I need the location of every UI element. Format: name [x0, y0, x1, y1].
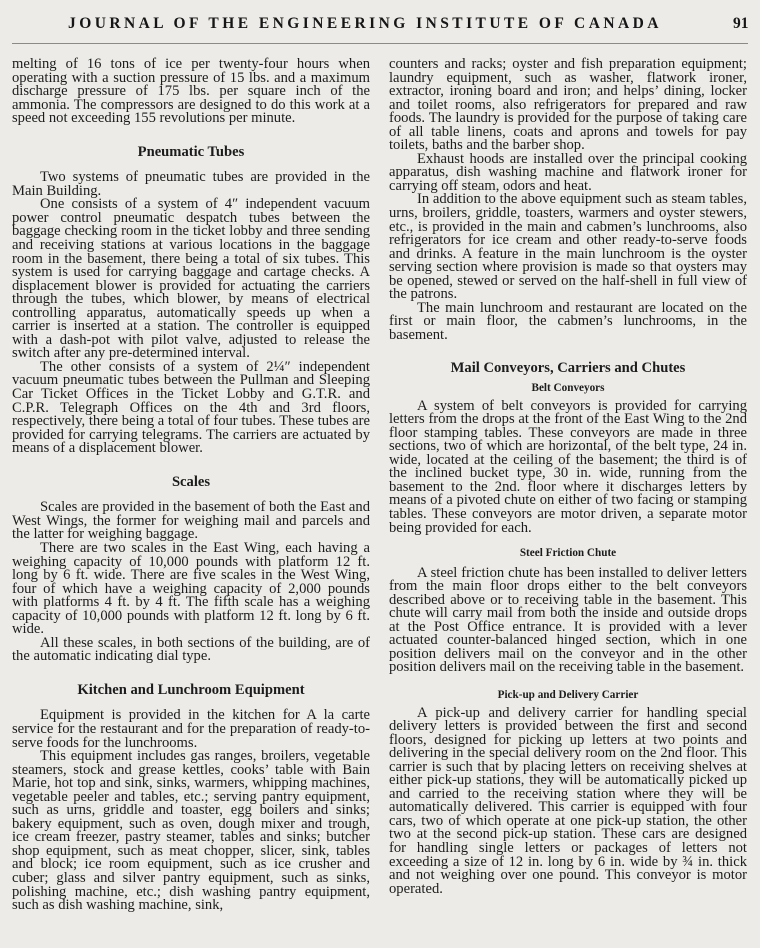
paragraph-scales-capacity: There are two scales in the East Wing, each having a weighing capacity of 10,000 pounds with platform 12 ft. long by 6 ft. wide. There are five scales in the West Wing, four of which have a weighing capacity of 2,000 pounds with platforms 4 ft. by 4 ft. The fifth scale has a weighing capacity of 10,000 pounds with platform 12 ft. long by 6 ft. wide. [12, 539, 370, 638]
paragraph-steel-friction-chute: A steel friction chute has been installed to deliver letters from the main floor drops either to the belt conveyors described above or to receiving table in the basement. This chute will carry mail from both the inside and outside drops at the Post Office entrance. It is provided with a lever actuated counter-balanced hinged section, which in one position delivers mail on the conveyor and in the other position delivers mail on the receiving table in the basement. [389, 564, 747, 676]
heading-pneumatic-tubes: Pneumatic Tubes [137, 143, 245, 160]
paragraph-belt-conveyors: A system of belt conveyors is provided for carrying letters from the drops at the front of the East Wing to the 2nd floor stamping tables. These conveyors are made in three sections, two of which are horizontal, of the belt type, 24 in. wide, located at the ceiling of the basement; the third is of the inclined bucket type, 30 in. wide, running from the basement to the 2nd. floor where it discharges letters by means of a pivoted chute on either of two facing or stamping tables. These conveyors are motor driven, a separate motor being provided for each. [389, 397, 747, 536]
journal-title: JOURNAL OF THE ENGINEERING INSTITUTE OF CANADA [68, 15, 662, 32]
page-number: 91 [733, 15, 749, 32]
paragraph-scales-type: All these scales, in both sections of the building, are of the automatic indicating dial type. [12, 634, 370, 665]
right-column [389, 58, 747, 896]
paragraph-lunchroom-location: The main lunchroom and restaurant are located on the first or main floor, the cabmen’s lunchrooms, in the basement. [389, 299, 747, 343]
heading-scales: Scales [171, 473, 211, 490]
header-rule [12, 43, 748, 44]
paragraph-pickup-carrier: A pick-up and delivery carrier for handling special delivery letters is provided between the first and second floors, designed for picking up letters at two points and delivering in the special delivery room on the 2nd floor. This carrier is such that by placing letters on receiving shelves at either pick-up stations, they will be automatically picked up and carried to the receiving station where they will be automatically delivered. This carrier is equipped with four cars, two of which operate at one pick-up station, the other two at the second pick-up station. These cars are designed for handling single letters or packages of letters not exceeding a size of 12 in. long by 6 in. wide by ¾ in. thick and not weighing over one pound. This conveyor is motor operated. [389, 704, 747, 897]
paragraph-pneumatic-intro: Two systems of pneumatic tubes are provided in the Main Building. [12, 169, 370, 199]
subheading-pickup-carrier: Pick-up and Delivery Carrier [497, 688, 639, 701]
paragraph-equipment-continued: counters and racks; oyster and fish preparation equipment; laundry equipment, such as washer, flatwork ironer, extractor, ironing board and iron; and helps’ dining, locker and toilet rooms, also refrigerators for prepared and raw foods. The laundry is provided for the purpose of taking care of all table linens, coats and aprons and towels for pay toilets, baths and the barber shop. [389, 56, 747, 154]
heading-kitchen: Kitchen and Lunchroom Equipment [77, 681, 305, 698]
left-column [12, 58, 370, 913]
paragraph-lunchroom-equipment: In addition to the above equipment such as steam tables, urns, broilers, griddle, toasters, warmers and oyster stewers, etc., is provided in the main and cabmen’s lunchrooms, also refrigerators for ice cream and other ready-to-serve foods and drinks. A feature in the main lunchroom is the oyster serving section where provision is made so that oysters may be opened, stewed or served on the half-shell in full view of the patrons. [389, 191, 747, 303]
running-header [0, 0, 760, 40]
heading-mail-conveyors: Mail Conveyors, Carriers and Chutes [450, 360, 686, 377]
paragraph-pneumatic-4in: One consists of a system of 4″ independent vacuum power control pneumatic despatch tubes between the baggage checking room in the ticket lobby and three sending and receiving stations at various locations in the baggage room in the basement, there being a total of six tubes. This system is used for carrying baggage and cartage checks. A displacement blower is provided for actuating the carriers through the tubes, which blower, by means of electrical controlling apparatus, automatically speeds up when a carrier is inserted at a station. The controller is equipped with a dash-pot with pilot valve, adjusted to release the switch after any pre-determined interval. [12, 196, 370, 362]
paragraph-scales-intro: Scales are provided in the basement of both the East and West Wings, the former for weighing mail and parcels and the latter for weighing baggage. [12, 499, 370, 543]
paragraph-kitchen-equipment: This equipment includes gas ranges, broilers, vegetable steamers, stock and grease kettles, cooks’ table with Bain Marie, hot top and sink, sinks, warmers, whipping machines, vegetable peeler and tables, etc.; serving pantry equipment, such as urns, griddle and toaster, egg boilers and sinks; bakery equipment, such as oven, dough mixer and trough, ice cream freezer, pastry steamer, tables and sinks; butcher shop equipment, such as meat chopper, slicer, sink, tables and block; ice room equipment, such as ice crusher and cuber; glass and silver pantry equipment, such as sinks, polishing machine, etc.; dish washing pantry equipment, such as dish washing machine, sink, [12, 748, 370, 914]
paragraph-pneumatic-2in: The other consists of a system of 2¼″ independent vacuum pneumatic tubes between the Pullman and Sleeping Car Ticket Offices in the Ticket Lobby and G.T.R. and C.P.R. Telegraph Offices on the 4th and 3rd floors, respectively, there being a total of four tubes. These tubes are provided for carrying telegrams. The carriers are actuated by means of a displacement blower. [12, 358, 370, 457]
paragraph-kitchen-intro: Equipment is provided in the kitchen for A la carte service for the restaurant and for the preparation of ready-to-serve foods for the lunchrooms. [12, 707, 370, 751]
subheading-steel-friction-chute: Steel Friction Chute [519, 547, 617, 560]
subheading-belt-conveyors: Belt Conveyors [531, 382, 605, 395]
paragraph-exhaust-hoods: Exhaust hoods are installed over the principal cooking apparatus, dish washing machine and flatwork ironer for carrying off steam, odors and heat. [389, 150, 747, 194]
paragraph-ice-melting: melting of 16 tons of ice per twenty-four hours when operating with a suction pressure of 15 lbs. and a maximum discharge pressure of 175 lbs. per square inch of the ammonia. The compressors are designed to do this work at a speed not exceeding 155 revolutions per minute. [12, 56, 370, 127]
